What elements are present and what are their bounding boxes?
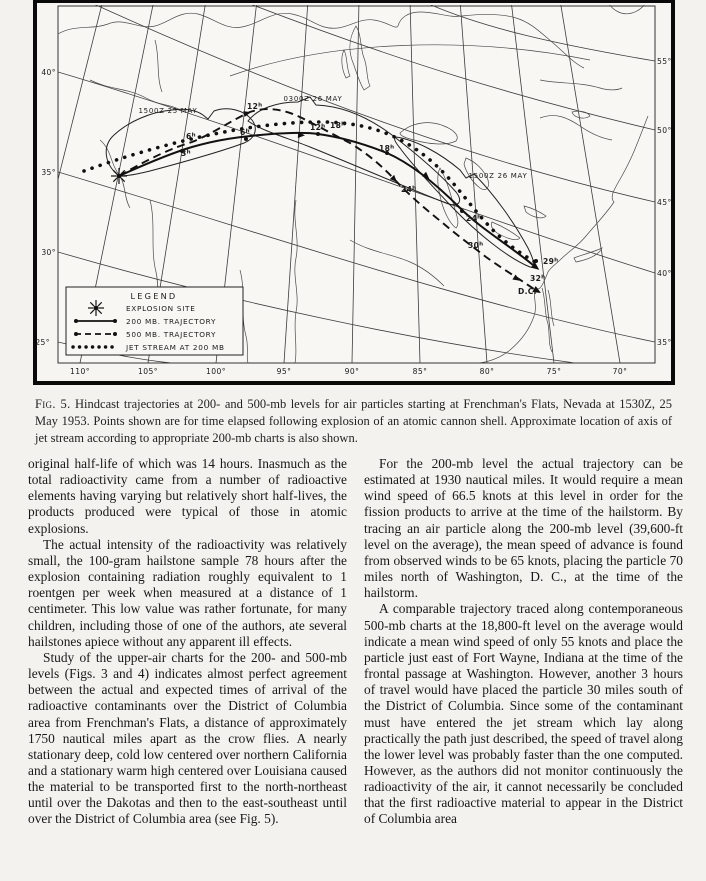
svg-text:70°: 70° — [612, 367, 628, 376]
paragraph: For the 200-mb level the actual trajectory can be estimated at 1930 nautical miles. It would require a mean wind speed of 66.5 knots at this level in order for the fission products to arrive at the time of the hailstorm. By tracing an air particle along the 200-mb level (39,600-ft level on the average), the mean speed of advance is found from observed winds to be 65 knots, placing the particle 70 miles north of Washington, D. C., at the time of the hailstorm. — [364, 456, 683, 601]
paragraph: A comparable trajectory traced along contemporaneous 500-mb charts at the 18,800-ft level on the average would indicate a mean wind speed of only 55 knots and place the particle just east of Fort Wayne, Indiana at the time of the frontal passage at Washington. However, another 3 hours of travel would have placed the particle 30 miles south of the District of Columbia. Since some of the contaminant must have entered the jet stream which lay along practically the path just described, the speed of travel along the lower level was probably faster than the one computed. However, as the authors did not monitor continuously the radioactivity of the air, it cannot necessarily be concluded that the first radioactive material to appear in the District of Columbia area — [364, 601, 683, 827]
svg-text:29h: 29$^h$ — [543, 257, 559, 266]
svg-text:18h: 18$^h$ — [379, 144, 395, 153]
svg-text:12h: 12$^h$ — [310, 123, 326, 132]
svg-text:3h: 3$^h$ — [181, 149, 191, 158]
svg-text:35°: 35° — [657, 338, 672, 347]
legend-label-500mb: 500 MB. TRAJECTORY — [126, 330, 217, 339]
paragraph: Study of the upper-air charts for the 200- and 500-mb levels (Figs. 3 and 4) indicates almost perfect agreement between the actual and expected times of arrival of the radioactive contaminants over the District of Columbia area from Frenchman's Flats, a distance of approximately 1750 nautical miles apart as the crow flies. A nearly stationary deep, cold low centered over northern California and a stationary warm high centered over Louisiana caused the material to be transported first to the north-northeast until over the Dakotas and then to the east-southeast until over the District of Columbia area (see Fig. 5). — [28, 649, 347, 827]
svg-text:6h: 6$^h$ — [186, 132, 196, 141]
svg-text:90°: 90° — [344, 367, 360, 376]
explosion-site-icon — [88, 300, 104, 316]
left-column — [28, 456, 347, 828]
svg-text:95°: 95° — [276, 367, 292, 376]
svg-text:75°: 75° — [546, 367, 562, 376]
svg-text:12h: 12$^h$ — [247, 102, 263, 111]
svg-text:25°: 25° — [35, 338, 50, 347]
legend-label-explosion: EXPLOSION SITE — [126, 304, 196, 313]
date-label-1500z-26may: 1500Z 26 MAY — [468, 172, 528, 180]
map-legend — [66, 287, 243, 355]
svg-text:30h: 30$^h$ — [468, 241, 484, 250]
paragraph: original half-life of which was 14 hours. Inasmuch as the total radioactivity came from a number of radioactive elements having varying but relatively short half-lives, the products produced were typical of those in atomic explosions. — [28, 456, 347, 536]
svg-text:55°: 55° — [657, 57, 672, 66]
article-body — [28, 456, 683, 828]
svg-text:100°: 100° — [206, 367, 226, 376]
figure-caption-text: Hindcast trajectories at 200- and 500-mb levels for air particles starting at Frenchman's Flats, Nevada at 1530Z, 25 May 1953. Points shown are for time elapsed following explosion of an atomic cannon shell. Approximate location of axis of jet stream according to appropriate 200-mb charts is also shown. — [35, 397, 672, 445]
svg-text:35°: 35° — [41, 168, 56, 177]
paragraph: The actual intensity of the radioactivity was relatively small, the 100-gram hailstone sample 78 hours after the explosion containing radiation roughly equivalent to 1 roentgen per week when measured at a distance of 1 centimeter. This low value was rather fortunate, for many children, including those of one of the authors, ate several hailstones apiece without any apparent ill effects. — [28, 536, 347, 649]
legend-label-jet: JET STREAM AT 200 MB — [126, 343, 225, 352]
svg-text:80°: 80° — [479, 367, 495, 376]
explosion-site-marker — [111, 168, 127, 184]
svg-text:85°: 85° — [412, 367, 428, 376]
svg-text:6h: 6$^h$ — [240, 128, 250, 137]
svg-text:50°: 50° — [657, 126, 672, 135]
legend-title: LEGEND — [130, 291, 178, 301]
date-label-1500z-25may: 1500Z 25 MAY — [138, 107, 198, 115]
figure-number: Fig. 5. — [35, 397, 71, 411]
svg-text:24h: 24$^h$ — [466, 214, 482, 223]
svg-text:32h: 32$^h$ — [530, 274, 546, 283]
figure-5 — [0, 0, 706, 390]
svg-text:40°: 40° — [657, 269, 672, 278]
svg-text:18h: 18$^h$ — [330, 121, 346, 130]
svg-text:30°: 30° — [41, 248, 56, 257]
svg-text:24h: 24$^h$ — [401, 185, 417, 194]
svg-text:40°: 40° — [41, 68, 56, 77]
right-column — [364, 456, 683, 828]
dc-label: D.C. — [518, 287, 537, 296]
legend-label-200mb: 200 MB. TRAJECTORY — [126, 317, 217, 326]
svg-text:110°: 110° — [70, 367, 90, 376]
date-label-0300z-26may: 0300Z 26 MAY — [283, 95, 343, 103]
svg-text:45°: 45° — [657, 198, 672, 207]
figure-caption — [35, 396, 672, 447]
svg-text:105°: 105° — [138, 367, 158, 376]
trajectory-map — [0, 0, 706, 390]
